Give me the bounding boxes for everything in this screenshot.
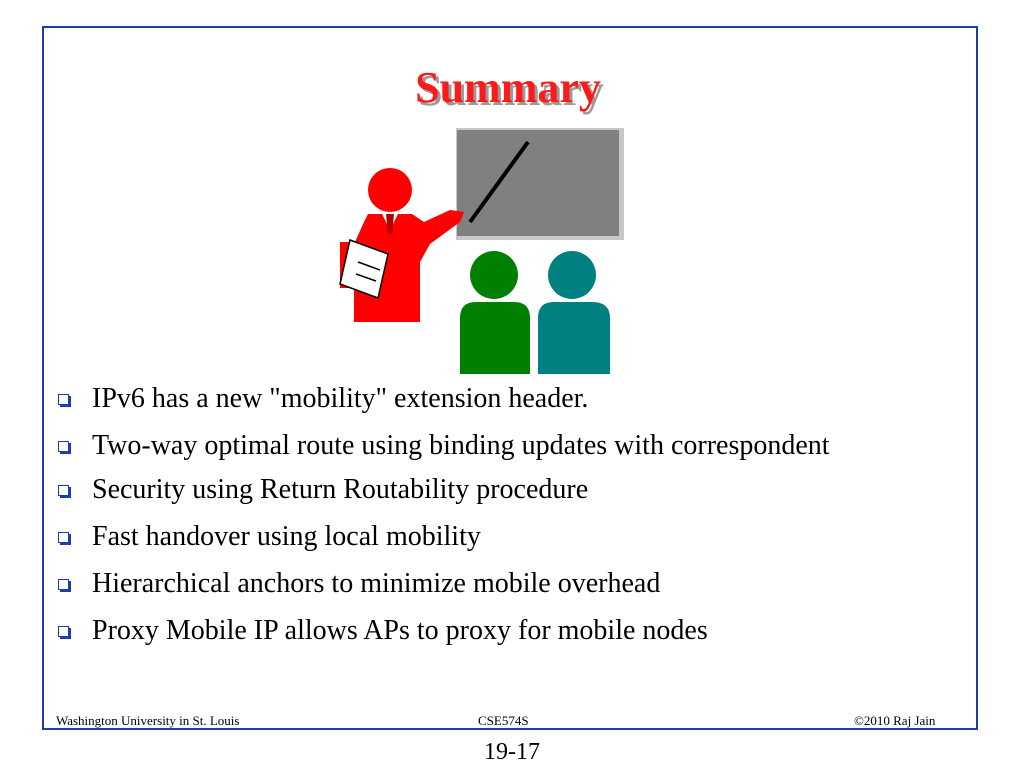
hollow-square-bullet-icon: [58, 394, 69, 405]
board-icon: [457, 130, 619, 236]
bullet-text: Security using Return Routability procedure: [92, 474, 589, 505]
presenter-with-audience-icon: [320, 122, 630, 374]
summary-bullet-list: [56, 382, 956, 661]
page-number: 19-17: [484, 739, 540, 765]
footer-copyright: ©2010 Raj Jain: [854, 713, 936, 728]
hollow-square-bullet-icon: [58, 532, 69, 543]
bullet-item: [56, 429, 956, 463]
listener-left-icon: [460, 251, 530, 374]
bullet-item: [56, 382, 956, 416]
bullet-item: [56, 473, 956, 507]
presenter-icon: [340, 168, 464, 322]
hollow-square-bullet-icon: [58, 626, 69, 637]
bullet-text: Hierarchical anchors to minimize mobile overhead: [92, 568, 661, 599]
hollow-square-bullet-icon: [58, 579, 69, 590]
footer-course: CSE574S: [478, 713, 529, 728]
bullet-item: [56, 567, 956, 601]
hollow-square-bullet-icon: [58, 485, 69, 496]
bullet-text: Fast handover using local mobility: [92, 521, 481, 552]
bullet-item: [56, 614, 956, 648]
listener-right-icon: [538, 251, 610, 374]
footer-institution: Washington University in St. Louis: [56, 713, 240, 728]
slide-title: Summary: [415, 63, 601, 112]
bullet-text: Two-way optimal route using binding updates with correspondent: [92, 430, 830, 461]
bullet-text: IPv6 has a new "mobility" extension header.: [92, 383, 589, 414]
bullet-text: Proxy Mobile IP allows APs to proxy for mobile nodes: [92, 615, 708, 646]
hollow-square-bullet-icon: [58, 441, 69, 452]
bullet-item: [56, 520, 956, 554]
